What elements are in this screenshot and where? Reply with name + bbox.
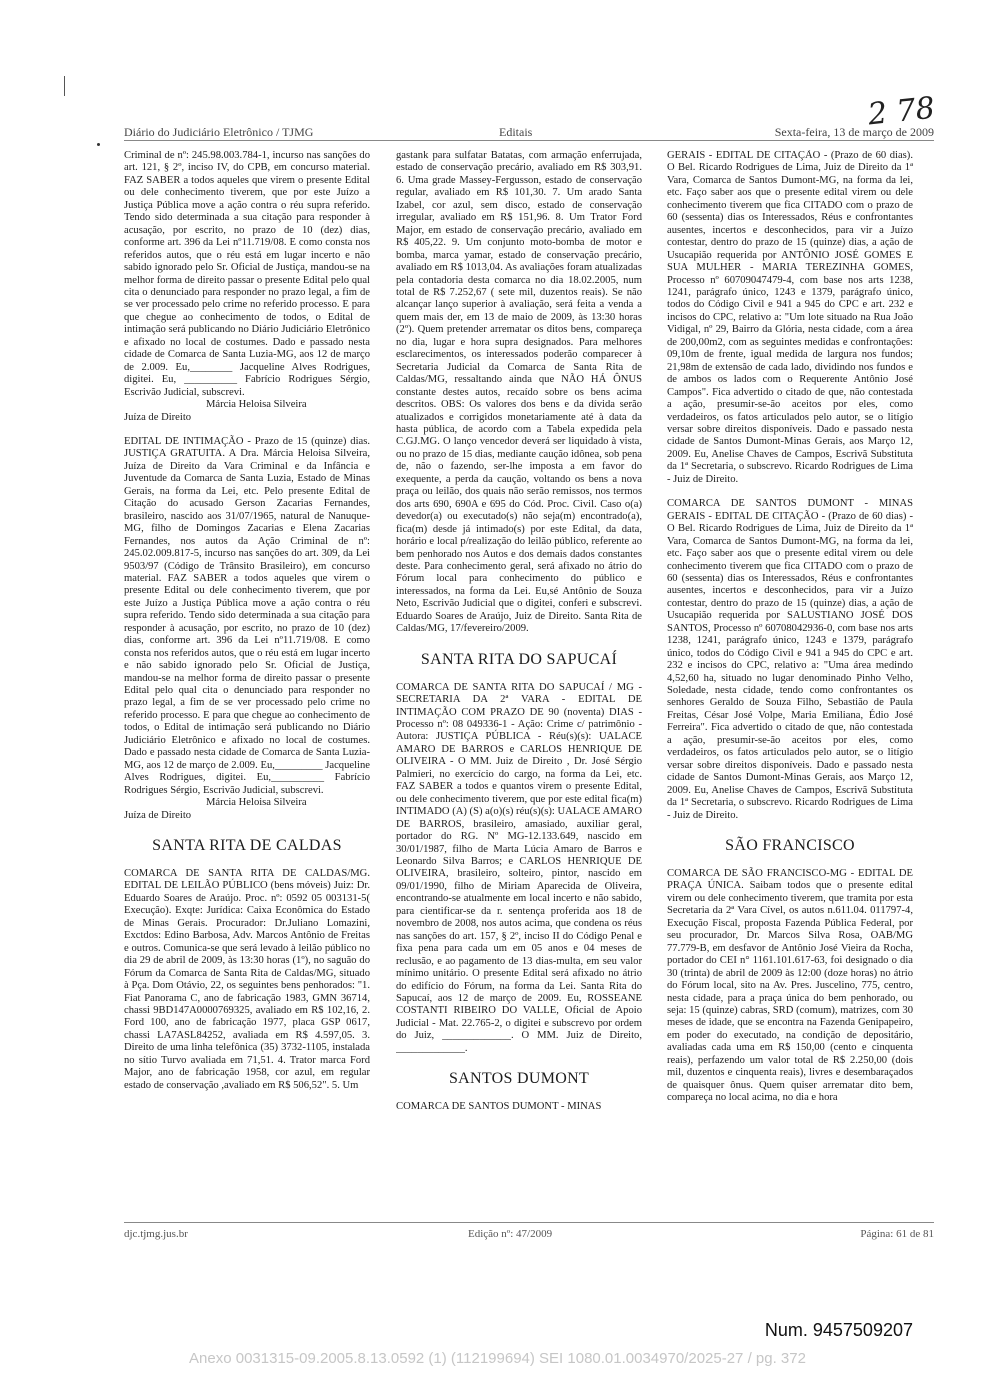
section-heading-sao-francisco: SÃO FRANCISCO bbox=[725, 837, 855, 855]
footer-rule bbox=[124, 1222, 934, 1223]
header-journal-title: Diário do Judiciário Eletrônico / TJMG bbox=[124, 125, 314, 139]
notice-paragraph: gastank para sulfatar Batatas, com armação enferrujada, estado de conservação precário, avaliado em R$ 303,91. 6. Uma grade Massey-Fergusson, estado de conservação regular, avaliado em R$ 101,30. 7. Um arado Santa Izabel, cor azul, sem disco, estado de conservação irregular, avaliado em R$ 151,96. 8. Um Trator Ford Major, em estado de conservação precário, avaliado em R$ 405,22. 9. Um conjunto moto-bomba de motor e bomba, marca yamar, estado de conservação precário, avaliado em R$ 1013,04. As avaliações foram atualizadas pela contadoria desta comarca no dia 18.02.2005, num total de R$ 7.252,67 ( sete mil, duzentos reais). Se não alcançar lanço superior à avaliação, será feita a venda a quem mais der, em 13 de maio de 2009, às 13:30 horas (2º). Quem pretender arrematar os ditos bens, compareça no dia, lugar e hora supra designados. Para melhores esclarecimentos, os interessados poderão comparecer à Secretaria Judicial da Comarca de Santa Rita de Caldas/MG, ressaltando ainda que NÃO HÁ ÔNUS constante destes autos, recaído sobre os bens acima descritos. OBS: Os valores dos bens e da dívida serão atualizados e corrigidos monetariamente até à data da hasta pública, de acordo com a Tabela expedida pela C.GJ.MG. O lanço vencedor deverá ser liquidado à vista, ou no prazo de 15 dias, mediante caução idônea, sob pena de, não o fazendo, ser-lhe imposta a em favor do exequente, a perda da caução, voltando os bens a nova praça ou leilão, dos quais não serão remissos, nos termos dos arts 690, 690A e 695 do Cód. Proc. Civil. Caso o(a) devedor(a) ou executado(s) não seja(m) encontrado(a), fica(m) desde já intimado(s) por este Edital, da data, horário e local p/realização do leilão público, referente ao bem penhorado nos Autos e dos demais dados constantes deste. Para conhecimento geral, será afixado no átrio do Fórum local para conhecimento do público e interessados, na forma da Lei. Eu,sé Antônio de Souza Neto, Escrivão Judicial que o digitei, conferi e subscrevi. Eduardo Soares de Araújo, Juiz de Direito. Santa Rita de Caldas/MG, 17/fevereiro/2009. bbox=[396, 150, 642, 635]
notice-paragraph: COMARCA DE SANTOS DUMONT - MINAS bbox=[396, 1101, 602, 1113]
handwritten-page-note: 2 78 bbox=[866, 90, 937, 133]
column-3 bbox=[667, 150, 913, 1216]
notice-paragraph: EDITAL DE INTIMAÇÃO - Prazo de 15 (quinze) dias. JUSTIÇA GRATUITA. A Dra. Márcia Heloisa Silveira, Juíza de Direito da Vara Criminal e da Infância e Juventude da Comarca de Santa Luzia, Estado de Minas Gerais, na forma da Lei, etc. Pelo presente Edital de Citação do acusado Gerson Zacarias Fernandes, brasileiro, nascido aos 31/07/1965, natural de Nanuque-MG, filho de Domingos Zacarias e Elena Zacarias Fernandes, nos autos da Ação Criminal de nº: 245.02.009.817-5, incurso nas sanções do art. 309, da Lei 9503/97 (Código de Trânsito Brasileiro), em concurso material. FAZ SABER a todos aqueles que virem o presente Edital ou dele conhecimento tiverem, que por este Juízo a Justiça Pública move a ação contra o réu supra referido. Tendo sido determinada a sua citação para responder à acusação, por escrito, no prazo de 10 (dez) dias, conforme art. 396 da Lei nº11.719/08. E como consta nos referidos autos, que o réu está em lugar incerto e não sabido ignorado pelo Sr. Oficial de Justiça, mandou-se na melhor forma de direito passar o presente Edital pelo qual cita o denunciado para responder no prazo legal, a fim de se ver processado pelo crime no referido processo. E para que chegue ao conhecimento de todos, o Edital de intimação será publicando no Diário Judiciário Eletrônico e afixado no local de costumes. Dado e passado nesta cidade de Comarca de Santa Luzia-MG, aos 12 de março de 2.009. Eu,_________ Jacqueline Alves Rodrigues, digitei. Eu,__________ Fabrício Rodrigues Sérgio, Escrivão Judicial, subscrevi. bbox=[124, 435, 370, 796]
signature-name: Márcia Heloisa Silveira bbox=[206, 399, 307, 411]
footer-edition: Edição nº: 47/2009 bbox=[468, 1228, 553, 1240]
header-rule bbox=[124, 140, 934, 141]
header-date: Sexta-feira, 13 de março de 2009 bbox=[774, 125, 934, 139]
page-header bbox=[124, 122, 934, 142]
page-footer bbox=[124, 1222, 934, 1246]
notice-paragraph: GERAIS - EDITAL DE CITAÇÃO - (Prazo de 60 dias). O Bel. Ricardo Rodrigues de Lima, Juiz de Direito da 1ª Vara, Comarca de Santos Dumont-MG, na forma da lei, etc. Faço saber aos que o presente edital virem ou dele conhecimento tiverem que fica CITADO com o prazo de 60 (sessenta) dias os Interessados, Réus e confrontantes ausentes, incertos e desconhecidos, para vir a Juízo contestar, dentro do prazo de 15 (quinze) dias, a ação de Usucapião requerida por ANTÔNIO JOSÉ GOMES E SUA MULHER - MARIA TEREZINHA GOMES, Processo nº 60709047479-4, com base nos arts 1238, 1241, parágrafo único, 1243 e 1379, parágrafo único, todos do Código Civil e 941 a 945 do CPC e art. 232 e incisos do CPC, relativo a: "Um lote situado na Rua João Vidigal, nº 29, Bairro da Glória, nesta cidade, com a área de 200,00m2, com as seguintes medidas e confrontações: 09,10m de frente, igual medida de largura nos fundos; 21,98m de extensão de cada lado, dividindo nos fundos e de ambos os lados com o Requerente Antônio José Campos". Fica advertido o citado de que, não contestada a ação, presumir-se-ão aceitos por eles, como verdadeiros, os fatos articulados pelo autor, se o litígio versar sobre direitos disponíveis. Dado e passado nesta cidade de Santos Dumont-Minas Gerais, aos Março 12, 2009. Eu, Anelise Chaves de Campos, Escrivã Substituta da 1ª Secretaria, o subscrevo. Ricardo Rodrigues de Lima - Juiz de Direito. bbox=[667, 150, 913, 485]
notice-paragraph: COMARCA DE SANTA RITA DO SAPUCAÍ / MG - SECRETARIA DA 2ª VARA - EDITAL DE INTIMAÇÃO COM PRAZO DE 90 (noventa) DIAS - Processo nº: 08 049336-1 - Ação: Crime c/ patrimônio - Autora: JUSTIÇA PÚBLICA - Réu(s)(s): UALACE AMARO DE BARROS e CARLOS HENRIQUE DE OLIVEIRA - O MM. Juiz de Direito , Dr. José Sérgio Palmieri, no exercício do cargo, na forma da Lei, etc. FAZ SABER a todos e quantos virem o presente Edital, ou dele conhecimento tiverem, que por este edital fica(m) INTIMADO (A) (S) a(o)(s) réu(s)(s): UALACE AMARO DE BARROS, brasileiro, amasiado, auxiliar geral, portador do RG. Nº MG-12.133.649, nascido em 30/01/1987, filho de Marta Lúcia Amaro de Barros e Leonardo Silva Barros; e CARLOS HENRIQUE DE OLIVEIRA, brasileiro, solteiro, pintor, nascido em 09/01/1990, filho de Miriam Aparecida de Oliveira, encontrando-se atualmente em local incerto e não sabido, para cientificar-se da r. sentença proferida aos 18 de novembro de 2008, nos autos acima, que condena os réus nas sanções do art. 157, § 2º, inciso II do Código Penal e fixa pena para cada um em 05 anos e 04 meses de reclusão, e ao pagamento de 13 dias-multa, em seu valor mínimo unitário. O presente Edital será afixado no átrio do edifício do Fórum, na forma da Lei. Santa Rita do Sapucaí, aos 12 de março de 2009. Eu, ROSSEANE COSTANTI RIBEIRO DO VALLE, Oficial de Apoio Judicial - Mat. 22.765-2, o digitei e subscrevo por ordem do Juiz, _____________. O MM. Juiz de Direito, _____________. bbox=[396, 681, 642, 1054]
header-section: Editais bbox=[499, 125, 533, 139]
signature-title: Juíza de Direito bbox=[124, 809, 192, 821]
section-heading-santa-rita-do-sapucai: SANTA RITA DO SAPUCAÍ bbox=[420, 650, 618, 668]
footer-page-number: Página: 61 de 81 bbox=[860, 1228, 934, 1240]
scan-mark bbox=[64, 76, 65, 96]
column-1 bbox=[124, 150, 370, 1216]
document-number: Num. 9457509207 bbox=[764, 1320, 913, 1340]
footer-site: djc.tjmg.jus.br bbox=[124, 1228, 188, 1240]
scan-dot bbox=[97, 143, 100, 146]
annex-stamp: Anexo 0031315-09.2005.8.13.0592 (1) (112199694) SEI 1080.01.0034970/2025-27 / pg. 372 bbox=[189, 1350, 806, 1367]
notice-paragraph: Criminal de nº: 245.98.003.784-1, incurso nas sanções do art. 121, § 2º, inciso IV, do CPB, em concurso material. FAZ SABER a todos aqueles que virem o presente Edital ou dele conhecimento tiverem, que por este Juízo a Justiça Pública move a ação contra o réu supra referido. Tendo sido determinada a sua citação para responder à acusação, por escrito, no prazo de 10 (dez) dias, conforme art. 396 da Lei nº11.719/08. E como consta nos referidos autos, que o réu está em lugar incerto e não sabido ignorado pelo Sr. Oficial de Justiça, mandou-se na melhor forma de direito passar o presente Edital pelo qual cita o denunciado para responder no prazo legal, a fim de se ver processado pelo crime no referido processo. E para que chegue ao conhecimento de todos, o Edital de intimação será publicando no Diário Judiciário Eletrônico e afixado no local de costumes. Dado e passado nesta cidade de Comarca de Santa Luzia-MG, aos 12 de março de 2.009. Eu,________ Jacqueline Alves Rodrigues, digitei. Eu, __________ Fabrício Rodrigues Sérgio, Escrivão Judicial, subscrevi. bbox=[124, 150, 370, 398]
signature-title: Juíza de Direito bbox=[124, 411, 192, 423]
section-heading-santos-dumont: SANTOS DUMONT bbox=[448, 1070, 590, 1088]
column-2 bbox=[396, 150, 642, 1216]
section-heading-santa-rita-de-caldas: SANTA RITA DE CALDAS bbox=[152, 837, 342, 855]
signature-name: Márcia Heloisa Silveira bbox=[206, 797, 307, 809]
notice-paragraph: COMARCA DE SANTA RITA DE CALDAS/MG. EDITAL DE LEILÃO PÚBLICO (bens móveis) Juiz: Dr. Eduardo Soares de Araújo. Proc. nº: 0592 05 003131-5( Execução). Exqte: Jurídica: Caixa Econômica do Estado de Minas Gerais. Procurador: Dr.Juliano Lomazini, Exctdos: Edino Barbosa, Adv. Marcos Antônio de Freitas e outros. Comunica-se que será levado à leilão público no dia 29 de abril de 2009, às 13:30 horas (1º), no saguão do Fórum da Comarca de Santa Rita de Caldas/MG, situado à Pça. Dom Otávio, 22, os seguintes bens penhorados: "1. Fiat Panorama C, ano de fabricação 1983, GMN 36714, chassi 9BD147A0000769325, avaliado em R$ 102,16, 2. Ford 100, ano de fabricação 1977, placa GSP 0617, chassi LA7ASL84252, avaliada em R$ 4.597,05. 3. Direito de uma linha telefônica (35) 3732-1105, instalada no sítio Turvo avaliada em 71,51. 4. Trator marca Ford Major, ano de fabricação 1958, cor azul, em regular estado de conservação ,avaliado em R$ 506,52". 5. Um bbox=[124, 868, 370, 1091]
notice-paragraph: COMARCA DE SANTOS DUMONT - MINAS GERAIS - EDITAL DE CITAÇÃO - (Prazo de 60 dias) - O Bel. Ricardo Rodrigues de Lima, Juiz de Direito da 1ª Vara, Comarca de Santos Dumont-MG, na forma da lei, etc. Faço saber aos que o presente edital virem ou dele conhecimento tiverem que fica CITADO com o prazo de 60 (sessenta) dias os Interessados, Réus e confrontantes ausentes, incertos e desconhecidos, para vir a Juízo contestar, dentro do prazo de 15 (quinze) dias, a ação de Usucapião requerida por SALUSTIANO JOSÉ DOS SANTOS, Processo nº 60708042936-0, com base nos arts 1238, 1241, parágrafo único, 1243 e 1379, parágrafo único, todos do Código Civil e 941 a 945 do CPC e art. 232 e incisos do CPC, relativo a: "Uma área medindo 4,52,60 ha, situado no lugar denominado Pinho Velho, Soledade, nesta cidade, tendo como confrontantes os senhores Geraldo de Souza Filho, Sebastião de Paula Freitas, César José Volpe, Maria Emiliana, Édio José Ferreira". Fica advertido o citado de que, não contestada a ação, presumir-se-ão aceitos por eles, como verdadeiros, os fatos articulados pelo autor, se o litígio versar sobre direitos disponíveis. Dado e passado nesta cidade de Santos Dumont-Minas Gerais, aos Março 12, 2009. Eu, Anelise Chaves de Campos, Escrivã Substituta da 1ª Secretaria, o subscrevo. Ricardo Rodrigues de Lima - Juiz de Direito. bbox=[667, 498, 913, 821]
notice-paragraph: COMARCA DE SÃO FRANCISCO-MG - EDITAL DE PRAÇA ÚNICA. Saibam todos que o presente edital virem ou dele conhecimento tiverem, que tramita por esta Secretaria da 2ª Vara Cível, os autos n.611.04. 011797-4, Execução Fiscal, proposta Fazenda Pública Federal, por seu procurador, Dr. Marcos Silva Rosa, OAB/MG 77.779-B, em desfavor de Antônio José Vieira da Rocha, portador do CEI n° 1161.101.617-63, foi designado o dia 30 (trinta) de abril de 2009 às 12:00 (doze horas) no átrio do Fórum local, sito na Av. Pres. Juscelino, 775, centro, nesta cidade, para a praça única do bem penhorado, ou seja: 15 (quinze) cabras, SRD (comum), matrizes, com 30 meses de idade, que se encontra na Fazenda Genipapeiro, em poder do executado, na condição de depositário, avaliadas cada uma em R$ 150,00 (cento e cinquenta reais), perfazendo um valor total de R$ 2.250,00 (dois mil, duzentos e cinquenta reais), livres e desembaraçados de quaisquer ônus. Quem quiser arrematar dito bem, compareça no local acima, no dia e hora bbox=[667, 868, 913, 1104]
